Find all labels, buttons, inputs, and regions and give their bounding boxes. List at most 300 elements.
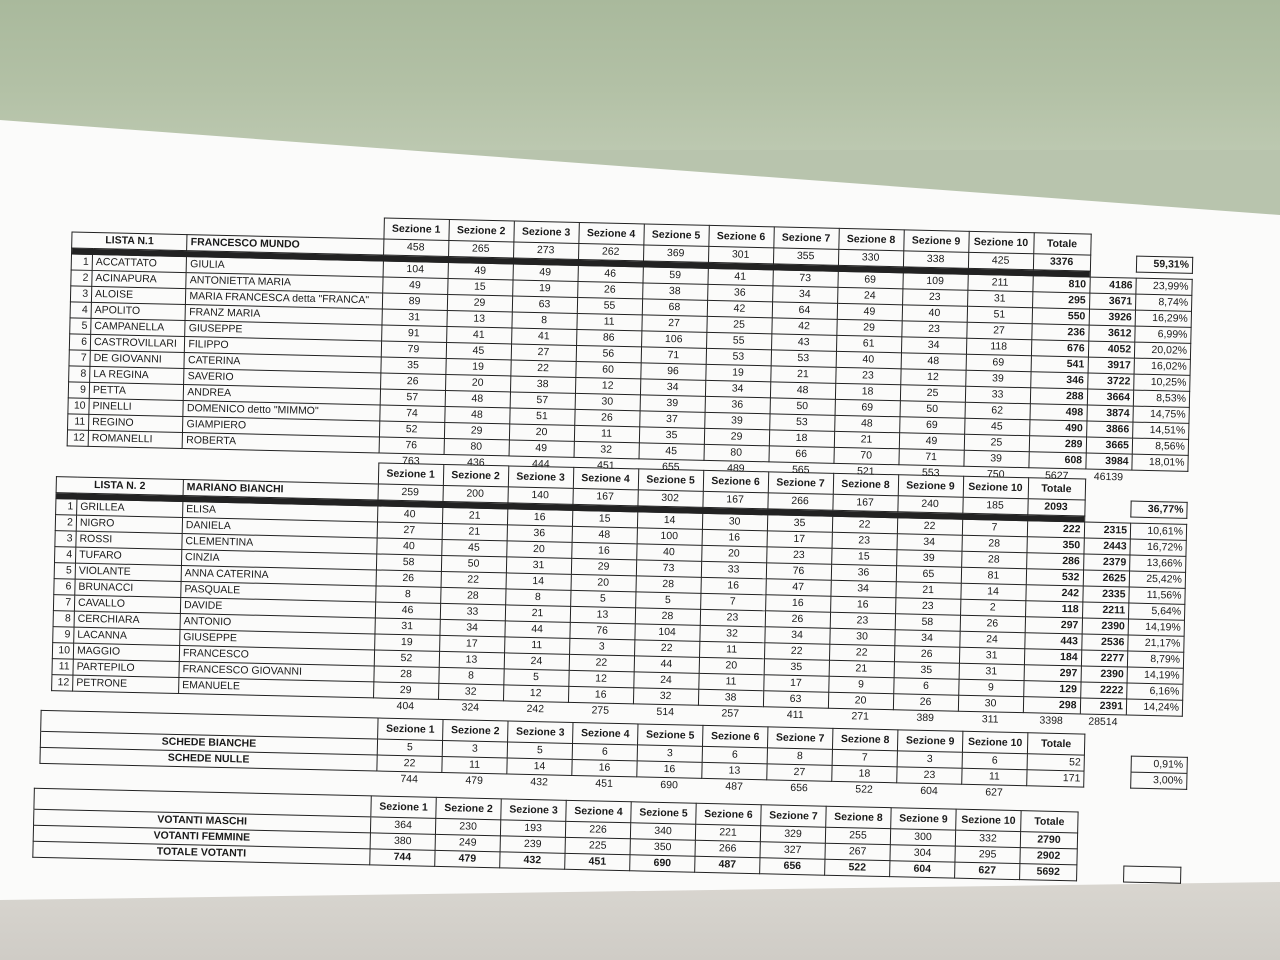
- candidate-total: 810: [1032, 276, 1089, 293]
- candidate-section-votes: 118: [966, 338, 1031, 355]
- candidate-section-votes: 14: [506, 573, 571, 590]
- schede-section-value: 18: [832, 765, 897, 782]
- candidate-section-votes: 38: [698, 689, 763, 706]
- candidate-section-votes: 12: [575, 377, 640, 394]
- candidate-section-votes: 96: [640, 363, 705, 380]
- candidate-number: 8: [53, 611, 74, 627]
- candidate-section-votes: 13: [570, 606, 635, 623]
- candidate-section-votes: 81: [961, 567, 1026, 584]
- candidate-surname: APOLITO: [91, 302, 186, 320]
- candidate-section-votes: 49: [837, 303, 902, 320]
- sezione-header: Sezione 9: [903, 230, 968, 252]
- sezione-header: Sezione 2: [448, 220, 513, 242]
- lista2-table: [51, 455, 1188, 732]
- candidate-number: 9: [53, 627, 74, 643]
- column-total: 514: [656, 705, 675, 719]
- sezione-header: Sezione 9: [898, 475, 963, 497]
- candidate-section-votes: 22: [829, 644, 894, 661]
- candidate-section-votes: 35: [380, 357, 445, 374]
- candidate-section-votes: 17: [763, 675, 828, 692]
- sezione-header: Sezione 7: [773, 227, 838, 249]
- candidate-cumulative: 2315: [1084, 522, 1131, 539]
- column-total: 257: [721, 707, 740, 720]
- candidate-section-votes: 50: [441, 555, 506, 572]
- candidate-section-votes: 14: [960, 583, 1025, 600]
- column-total: 242: [526, 702, 545, 716]
- candidate-first-name: GIULIA: [187, 257, 383, 277]
- candidate-section-votes: 86: [576, 329, 641, 346]
- votanti-section-value: 327: [760, 842, 825, 859]
- candidate-cumulative: 3926: [1089, 309, 1136, 326]
- candidate-cumulative: 2625: [1083, 570, 1130, 587]
- candidate-section-votes: 16: [568, 686, 633, 703]
- candidate-section-votes: 34: [439, 619, 504, 636]
- candidate-section-votes: 21: [829, 660, 894, 677]
- schede-section-value: 6: [572, 743, 637, 760]
- candidate-percent: 6,16%: [1127, 683, 1183, 700]
- candidate-section-votes: 7: [962, 519, 1027, 536]
- schede-section-value: 5: [507, 742, 572, 759]
- candidate-section-votes: 17: [439, 635, 504, 652]
- candidate-section-votes: 6: [893, 678, 958, 695]
- candidate-section-votes: 53: [706, 348, 771, 365]
- candidate-total: 289: [1029, 436, 1086, 453]
- lista-section-votes: 458: [383, 239, 448, 256]
- votanti-section-value: 364: [370, 817, 435, 834]
- column-total: 744: [400, 773, 419, 786]
- candidate-section-votes: 12: [503, 685, 568, 702]
- candidate-cumulative: 3664: [1087, 389, 1134, 406]
- schede-label: SCHEDE NULLE: [40, 747, 377, 771]
- candidate-section-votes: 16: [702, 529, 767, 546]
- candidate-total: 286: [1026, 553, 1083, 570]
- candidate-percent: 8,56%: [1132, 438, 1188, 455]
- candidate-section-votes: 25: [706, 316, 771, 333]
- sezione-header: Sezione 6: [708, 225, 773, 247]
- candidate-percent: 11,56%: [1129, 587, 1185, 604]
- candidate-section-votes: 70: [833, 447, 898, 464]
- candidate-section-votes: 23: [832, 532, 897, 549]
- candidate-surname: ALOISE: [91, 286, 186, 304]
- column-total: 404: [396, 699, 415, 713]
- spacer: [1084, 771, 1131, 788]
- votanti-label: TOTALE VOTANTI: [33, 841, 370, 865]
- sezione-header: Sezione 2: [443, 464, 508, 486]
- sezione-header: Sezione 6: [702, 725, 767, 747]
- candidate-section-votes: 66: [768, 446, 833, 463]
- candidate-section-votes: 36: [707, 284, 772, 301]
- candidate-section-votes: 29: [704, 428, 769, 445]
- votanti-section-value: 627: [955, 862, 1020, 879]
- candidate-section-votes: 48: [901, 353, 966, 370]
- votanti-section-value: 690: [630, 855, 695, 872]
- lista-section-votes: 240: [897, 496, 962, 513]
- candidate-section-votes: 26: [577, 281, 642, 298]
- candidate-section-votes: 42: [771, 318, 836, 335]
- candidate-section-votes: 30: [575, 393, 640, 410]
- candidate-percent: 6,99%: [1135, 326, 1191, 343]
- candidate-total: 490: [1029, 420, 1086, 437]
- candidate-section-votes: 5: [635, 592, 700, 609]
- candidate-first-name: GIUSEPPE: [180, 630, 375, 650]
- candidate-first-name: ANNA CATERINA: [181, 566, 376, 586]
- candidate-section-votes: 57: [380, 389, 445, 406]
- sezione-header: Sezione 10: [956, 809, 1021, 831]
- candidate-section-votes: 48: [770, 382, 835, 399]
- candidate-section-votes: 35: [894, 662, 959, 679]
- candidate-section-votes: 52: [379, 421, 444, 438]
- candidate-total: 676: [1031, 340, 1088, 357]
- candidate-cumulative: 2335: [1082, 586, 1129, 603]
- candidate-section-votes: 100: [637, 528, 702, 545]
- candidate-number: 4: [70, 302, 91, 318]
- candidate-percent: 14,24%: [1126, 699, 1182, 716]
- lista-section-votes: 301: [708, 246, 773, 263]
- lista-label: LISTA N. 2: [56, 477, 183, 496]
- votanti-section-value: 221: [695, 824, 760, 841]
- candidate-section-votes: 41: [511, 328, 576, 345]
- candidate-number: 2: [55, 515, 76, 531]
- candidate-first-name: EMANUELE: [179, 677, 374, 697]
- candidate-section-votes: 44: [634, 656, 699, 673]
- candidate-section-votes: 16: [700, 577, 765, 594]
- empty-box: [1124, 866, 1181, 883]
- sezione-header: Sezione 7: [761, 805, 826, 827]
- candidate-first-name: CATERINA: [184, 353, 380, 373]
- column-total: 28514: [1088, 715, 1118, 729]
- candidate-section-votes: 23: [830, 612, 895, 629]
- sezione-header: Totale: [1027, 733, 1084, 755]
- candidate-cumulative: 2222: [1080, 682, 1127, 699]
- column-total: 750: [986, 468, 1005, 481]
- candidate-total: 550: [1032, 308, 1089, 325]
- candidate-first-name: DAVIDE: [180, 598, 375, 618]
- candidate-first-name: CLEMENTINA: [182, 534, 377, 554]
- lista-section-votes: 167: [702, 491, 767, 508]
- candidate-section-votes: 20: [445, 374, 510, 391]
- candidate-cumulative: 4186: [1089, 277, 1136, 294]
- candidate-section-votes: 39: [896, 550, 961, 567]
- candidate-total: 297: [1025, 617, 1082, 634]
- candidate-section-votes: 28: [961, 535, 1026, 552]
- candidate-section-votes: 20: [828, 692, 893, 709]
- column-total: 5627: [1044, 469, 1069, 483]
- candidate-section-votes: 35: [764, 659, 829, 676]
- candidate-surname: PINELLI: [89, 398, 184, 416]
- lista-section-votes: 425: [968, 252, 1033, 269]
- lista-section-votes: 338: [903, 251, 968, 268]
- candidate-percent: 5,64%: [1128, 603, 1184, 620]
- candidate-first-name: GIUSEPPE: [185, 321, 381, 341]
- candidate-section-votes: 80: [444, 438, 509, 455]
- candidate-section-votes: 28: [961, 551, 1026, 568]
- schede-section-value: 13: [702, 762, 767, 779]
- candidate-section-votes: 32: [633, 688, 698, 705]
- candidate-section-votes: 31: [381, 309, 446, 326]
- candidate-first-name: CINZIA: [181, 550, 376, 570]
- candidate-number: 10: [52, 643, 73, 659]
- candidate-section-votes: 26: [376, 570, 441, 587]
- candidate-section-votes: 22: [764, 643, 829, 660]
- candidate-surname: LA REGINA: [90, 366, 185, 384]
- candidate-total: 222: [1027, 521, 1084, 538]
- sezione-header: Sezione 2: [443, 720, 508, 742]
- candidate-section-votes: 40: [902, 305, 967, 322]
- candidate-section-votes: 34: [830, 580, 895, 597]
- candidate-section-votes: 59: [642, 267, 707, 284]
- votanti-total: 2902: [1020, 848, 1077, 865]
- candidate-section-votes: 45: [446, 342, 511, 359]
- candidate-cumulative: 3665: [1086, 437, 1133, 454]
- sezione-header: Sezione 4: [566, 800, 631, 822]
- candidate-section-votes: 26: [765, 611, 830, 628]
- candidate-section-votes: 42: [707, 300, 772, 317]
- candidate-section-votes: 57: [510, 392, 575, 409]
- candidate-percent: 23,99%: [1136, 278, 1192, 295]
- candidate-section-votes: 53: [771, 350, 836, 367]
- column-total: 3398: [1039, 714, 1063, 728]
- candidate-cumulative: 2277: [1081, 650, 1128, 667]
- candidate-section-votes: 48: [444, 406, 509, 423]
- candidate-section-votes: 28: [440, 587, 505, 604]
- candidate-surname: TUFARO: [75, 547, 181, 565]
- candidate-number: 8: [69, 366, 90, 382]
- candidate-section-votes: 23: [901, 321, 966, 338]
- candidate-percent: 14,75%: [1133, 406, 1189, 423]
- candidate-section-votes: 50: [900, 401, 965, 418]
- sezione-header: Sezione 3: [513, 221, 578, 243]
- schede-section-value: 23: [897, 767, 962, 784]
- sezione-header: Sezione 4: [578, 222, 643, 244]
- candidate-number: 9: [68, 382, 89, 398]
- lista-section-votes: 265: [448, 241, 513, 258]
- lista-section-votes: 167: [572, 488, 637, 505]
- candidate-section-votes: 40: [636, 544, 701, 561]
- candidate-section-votes: 26: [960, 615, 1025, 632]
- sezione-header: Sezione 7: [767, 727, 832, 749]
- sezione-header: Sezione 1: [378, 463, 443, 485]
- candidate-total: 346: [1030, 372, 1087, 389]
- candidate-number: 6: [69, 334, 90, 350]
- candidate-section-votes: 104: [634, 624, 699, 641]
- candidate-section-votes: 19: [445, 358, 510, 375]
- candidate-surname: ROSSI: [76, 531, 182, 549]
- lista-percent: 36,77%: [1131, 501, 1187, 518]
- candidate-cumulative: 2391: [1080, 698, 1127, 715]
- candidate-section-votes: 58: [376, 554, 441, 571]
- schede-section-value: 6: [702, 746, 767, 763]
- candidate-section-votes: 21: [505, 605, 570, 622]
- candidate-section-votes: 51: [509, 408, 574, 425]
- votanti-total: 2790: [1020, 832, 1077, 849]
- candidate-section-votes: 31: [506, 557, 571, 574]
- candidate-first-name: SAVERIO: [184, 369, 380, 389]
- schede-section-value: 14: [507, 758, 572, 775]
- votanti-section-value: 332: [955, 830, 1020, 847]
- column-total: 271: [851, 710, 870, 723]
- candidate-section-votes: 29: [836, 319, 901, 336]
- column-total: 763: [401, 455, 420, 468]
- lista-section-votes: 266: [767, 493, 832, 510]
- candidate-section-votes: 28: [635, 608, 700, 625]
- candidate-section-votes: 211: [967, 274, 1032, 291]
- candidate-number: 10: [68, 398, 89, 414]
- candidate-section-votes: 8: [511, 312, 576, 329]
- candidate-section-votes: 24: [504, 653, 569, 670]
- candidate-section-votes: 46: [375, 602, 440, 619]
- candidate-cumulative: 2536: [1081, 634, 1128, 651]
- candidate-section-votes: 15: [572, 510, 637, 527]
- spacer: [1084, 755, 1131, 772]
- candidate-section-votes: 19: [705, 364, 770, 381]
- column-total: 436: [466, 456, 485, 469]
- candidate-section-votes: 24: [837, 287, 902, 304]
- candidate-total: 298: [1023, 697, 1080, 714]
- candidate-total: 129: [1023, 681, 1080, 698]
- schede-section-value: 3: [637, 745, 702, 762]
- candidate-section-votes: 41: [707, 268, 772, 285]
- candidate-section-votes: 31: [374, 618, 439, 635]
- candidate-section-votes: 8: [505, 589, 570, 606]
- candidate-section-votes: 22: [832, 516, 897, 533]
- candidate-number: 4: [55, 547, 76, 563]
- candidate-section-votes: 41: [446, 326, 511, 343]
- votanti-section-value: 432: [500, 852, 565, 869]
- candidate-section-votes: 32: [699, 625, 764, 642]
- column-total: 522: [855, 783, 873, 796]
- votanti-total: 5692: [1020, 864, 1077, 881]
- candidate-cumulative: 2443: [1083, 538, 1130, 555]
- candidate-surname: NIGRO: [76, 515, 182, 533]
- candidate-section-votes: 51: [967, 306, 1032, 323]
- lista1-table: [66, 210, 1193, 486]
- lista-section-votes: 167: [832, 494, 897, 511]
- candidate-section-votes: 18: [835, 383, 900, 400]
- votanti-section-value: 226: [565, 821, 630, 838]
- candidate-section-votes: 45: [639, 443, 704, 460]
- candidate-section-votes: 26: [574, 409, 639, 426]
- candidate-section-votes: 69: [966, 354, 1031, 371]
- sezione-header: Sezione 8: [826, 806, 891, 828]
- candidate-percent: 10,61%: [1130, 523, 1186, 540]
- schede-section-value: 11: [962, 768, 1027, 785]
- candidate-section-votes: 40: [376, 538, 441, 555]
- votanti-section-value: 193: [500, 820, 565, 837]
- candidate-number: 12: [67, 430, 88, 446]
- candidate-section-votes: 37: [639, 411, 704, 428]
- votanti-section-value: 329: [760, 826, 825, 843]
- candidate-surname: LACANNA: [74, 627, 180, 645]
- lista-label: LISTA N.1: [72, 232, 188, 251]
- sezione-header: Sezione 8: [833, 473, 898, 495]
- column-total: 553: [921, 466, 940, 480]
- candidate-section-votes: 29: [571, 558, 636, 575]
- candidate-percent: 10,25%: [1134, 374, 1190, 391]
- candidate-section-votes: 16: [571, 542, 636, 559]
- schede-section-value: 16: [637, 761, 702, 778]
- candidate-section-votes: 39: [965, 370, 1030, 387]
- candidate-section-votes: 11: [504, 637, 569, 654]
- candidate-surname: REGINO: [89, 414, 184, 432]
- lista-section-votes: 140: [507, 487, 572, 504]
- candidate-first-name: DOMENICO detto "MIMMO": [183, 401, 379, 421]
- candidate-section-votes: 30: [958, 695, 1023, 712]
- candidate-total: 288: [1030, 388, 1087, 405]
- candidate-section-votes: 15: [447, 278, 512, 295]
- candidate-first-name: MARIA FRANCESCA detta "FRANCA": [186, 289, 382, 309]
- candidate-section-votes: 38: [642, 283, 707, 300]
- candidate-section-votes: 28: [373, 666, 438, 683]
- candidate-cumulative: 3984: [1085, 453, 1132, 470]
- candidate-surname: CAVALLO: [74, 595, 180, 613]
- candidate-section-votes: 23: [766, 547, 831, 564]
- votanti-section-value: 230: [435, 818, 500, 835]
- candidate-percent: 8,79%: [1127, 651, 1183, 668]
- candidate-percent: 25,42%: [1129, 571, 1185, 588]
- candidate-section-votes: 33: [701, 561, 766, 578]
- candidate-section-votes: 40: [836, 351, 901, 368]
- candidate-section-votes: 34: [894, 630, 959, 647]
- candidate-section-votes: 39: [704, 412, 769, 429]
- schede-section-value: 27: [767, 764, 832, 781]
- schede-percent: 0,91%: [1131, 756, 1187, 773]
- sezione-header: Totale: [1028, 478, 1085, 500]
- sezione-header: Sezione 10: [968, 231, 1033, 253]
- candidate-section-votes: 16: [507, 509, 572, 526]
- candidate-section-votes: 25: [964, 434, 1029, 451]
- column-total: 444: [531, 457, 550, 471]
- candidate-section-votes: 26: [893, 694, 958, 711]
- sezione-header: Sezione 3: [508, 721, 573, 743]
- candidate-total: 350: [1026, 537, 1083, 554]
- candidate-section-votes: 21: [895, 582, 960, 599]
- candidate-first-name: ELISA: [183, 502, 378, 522]
- votanti-section-value: 604: [890, 861, 955, 878]
- candidate-number: 5: [54, 563, 75, 579]
- candidate-section-votes: 23: [700, 609, 765, 626]
- candidate-cumulative: 2390: [1081, 666, 1128, 683]
- candidate-number: 3: [70, 286, 91, 302]
- candidate-section-votes: 69: [837, 271, 902, 288]
- candidate-number: 12: [52, 675, 73, 691]
- candidate-section-votes: 31: [967, 290, 1032, 307]
- candidate-surname: ACINAPURA: [92, 270, 187, 288]
- sezione-header: Sezione 4: [573, 467, 638, 489]
- candidate-section-votes: 34: [901, 337, 966, 354]
- candidate-cumulative: 2390: [1082, 618, 1129, 635]
- candidate-section-votes: 34: [705, 380, 770, 397]
- sezione-header: Sezione 10: [963, 476, 1028, 498]
- candidate-section-votes: 36: [507, 525, 572, 542]
- candidate-section-votes: 76: [569, 622, 634, 639]
- votanti-label: VOTANTI FEMMINE: [33, 825, 370, 849]
- candidate-section-votes: 64: [772, 302, 837, 319]
- candidate-percent: 8,74%: [1136, 294, 1192, 311]
- candidate-section-votes: 74: [379, 405, 444, 422]
- candidate-section-votes: 56: [576, 345, 641, 362]
- candidate-section-votes: 36: [831, 564, 896, 581]
- candidate-surname: VIOLANTE: [75, 563, 181, 581]
- column-total: 275: [591, 704, 610, 717]
- sezione-header: Sezione 5: [638, 469, 703, 491]
- candidate-number: 11: [68, 414, 89, 430]
- candidate-section-votes: 63: [512, 296, 577, 313]
- candidate-section-votes: 34: [640, 379, 705, 396]
- schede-total: 171: [1027, 770, 1084, 787]
- candidate-section-votes: 61: [836, 335, 901, 352]
- candidate-section-votes: 5: [503, 669, 568, 686]
- candidate-section-votes: 62: [965, 402, 1030, 419]
